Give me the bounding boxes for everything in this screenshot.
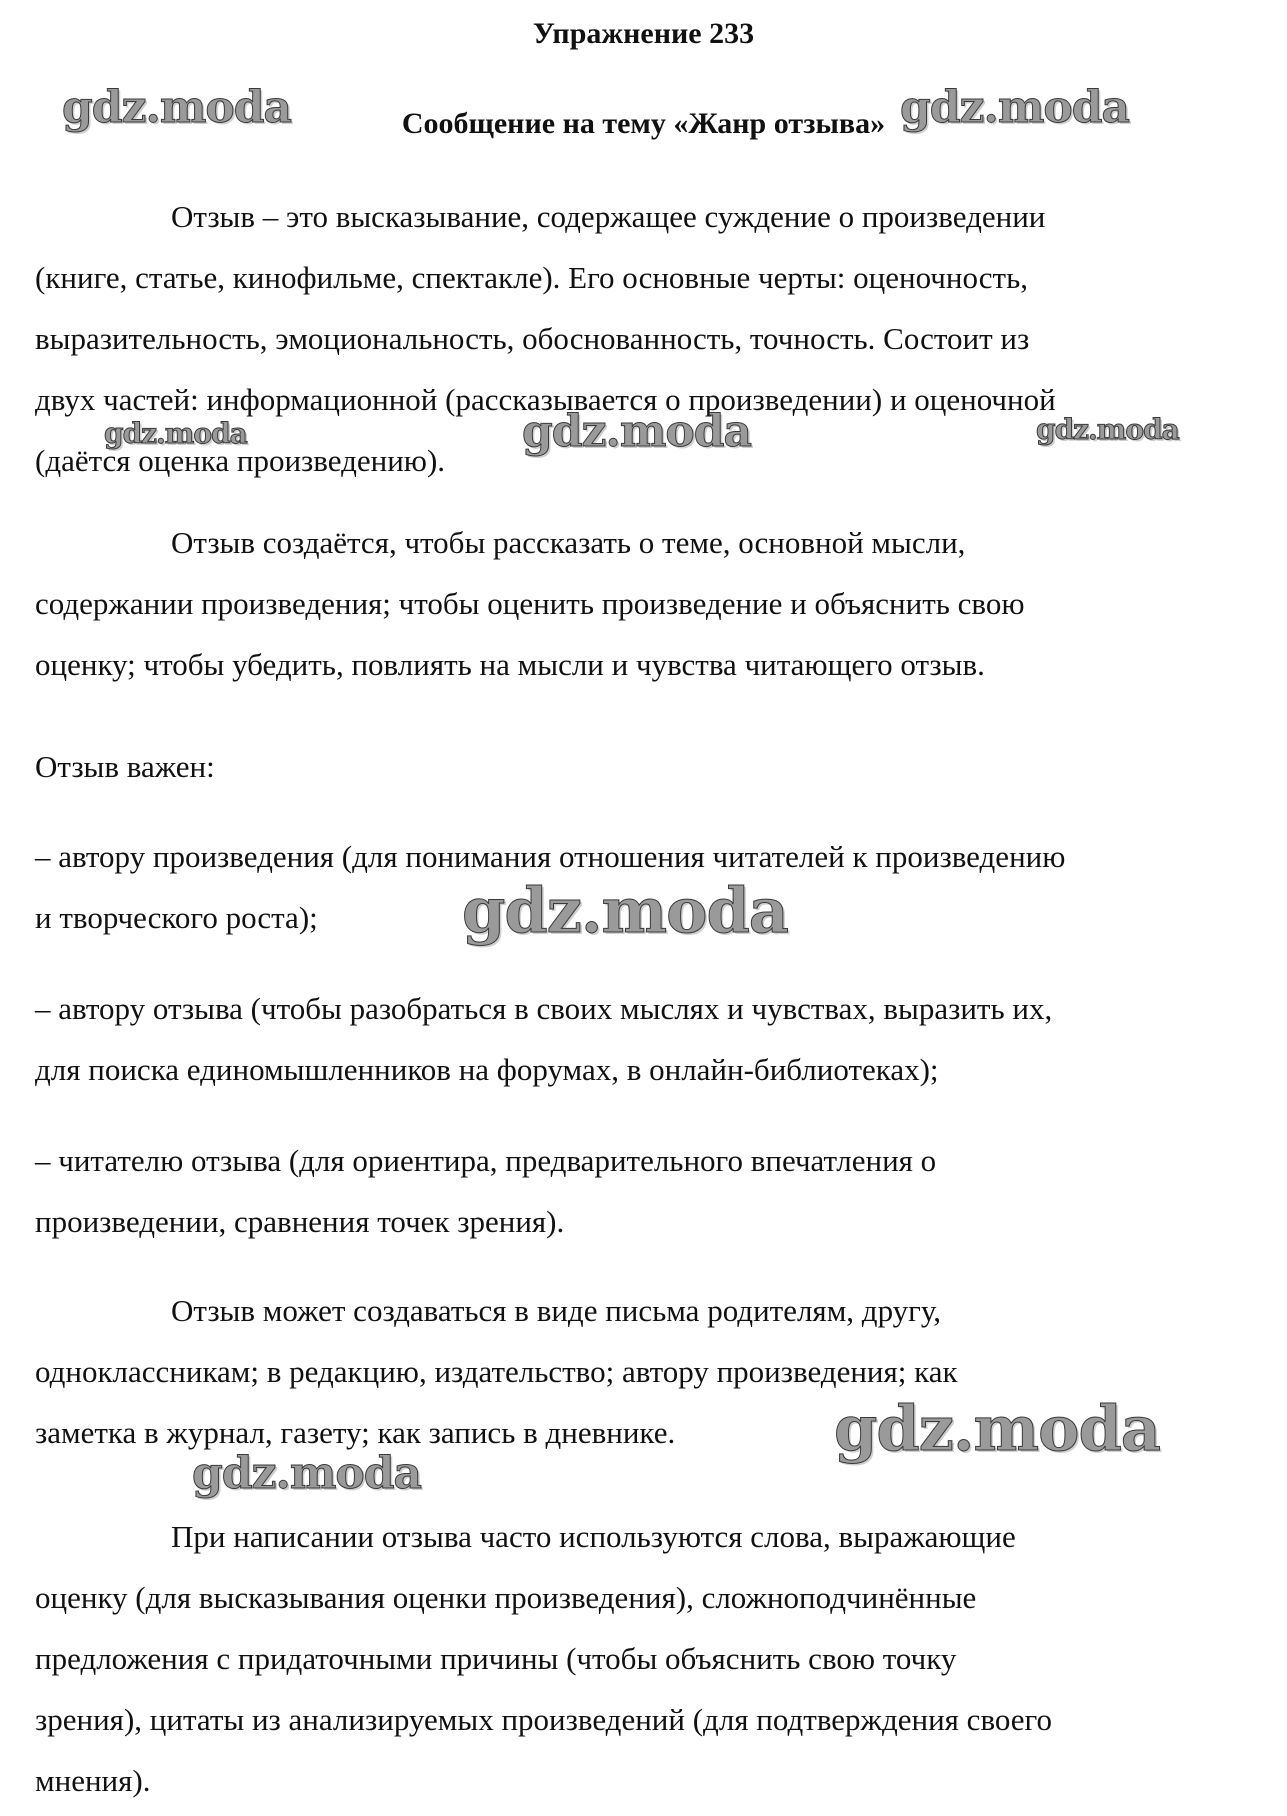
paragraph-line: для поиска единомышленников на форумах, в онлайн-библиотеках);	[35, 1052, 939, 1087]
paragraph-line: (даётся оценка произведению).	[35, 443, 446, 478]
topic-title: Сообщение на тему «Жанр отзыва»	[401, 107, 886, 140]
paragraph-line: произведении, сравнения точек зрения).	[35, 1204, 565, 1239]
watermark: gdz.moda	[1036, 413, 1179, 446]
paragraph-definition	[35, 186, 1250, 491]
paragraph-line: выразительность, эмоциональность, обоснованность, точность. Состоит из	[35, 321, 1030, 356]
watermark: gdz.moda	[462, 874, 788, 947]
list-item-reader	[35, 1130, 1250, 1252]
paragraph-line: (книге, статье, кинофильме, спектакле). Его основные черты: оценочность,	[35, 260, 1028, 295]
paragraph-line: При написании отзыва часто используются слова, выражающие	[171, 1519, 1016, 1554]
list-item-review-author	[35, 978, 1250, 1100]
paragraph-line: Отзыв создаётся, чтобы рассказать о теме, основной мысли,	[171, 525, 966, 560]
paragraph-line: и творческого роста);	[35, 900, 318, 935]
paragraph-line: предложения с придаточными причины (чтобы объяснить свою точку	[35, 1641, 957, 1676]
watermark: gdz.moda	[192, 1448, 422, 1499]
watermark: gdz.moda	[522, 406, 752, 457]
paragraph-line: одноклассникам; в редакцию, издательство; автору произведения; как	[35, 1354, 958, 1389]
paragraph-line: заметка в журнал, газету; как запись в дневнике.	[35, 1415, 676, 1450]
paragraph-line: Отзыв важен:	[35, 749, 215, 784]
watermark: gdz.moda	[834, 1392, 1160, 1465]
exercise-title: Упражнение 233	[532, 17, 755, 50]
paragraph-line: Отзыв – это высказывание, содержащее суждение о произведении	[171, 199, 1046, 234]
paragraph-line: Отзыв может создаваться в виде письма родителям, другу,	[171, 1293, 942, 1328]
paragraph-line: двух частей: информационной (рассказывается о произведении) и оценочной	[35, 382, 1056, 417]
paragraph-forms	[35, 1280, 1250, 1463]
paragraph-line: – автору отзыва (чтобы разобраться в своих мыслях и чувствах, выразить их,	[35, 991, 1053, 1026]
paragraph-line: оценку; чтобы убедить, повлиять на мысли и чувства читающего отзыв.	[35, 647, 985, 682]
paragraph-line: – автору произведения (для понимания отношения читателей к произведению	[35, 839, 1066, 874]
paragraph-line: зрения), цитаты из анализируемых произведений (для подтверждения своего	[35, 1702, 1052, 1737]
watermark: gdz.moda	[62, 82, 292, 133]
paragraph-line: мнения).	[35, 1763, 151, 1798]
paragraph-language	[35, 1506, 1250, 1811]
list-item-author	[35, 826, 1250, 948]
paragraph-importance-heading	[35, 736, 1250, 797]
watermark: gdz.moda	[900, 82, 1130, 133]
paragraph-line: содержании произведения; чтобы оценить произведение и объяснить свою	[35, 586, 1025, 621]
paragraph-line: оценку (для высказывания оценки произведения), сложноподчинённые	[35, 1580, 977, 1615]
paragraph-line: – читателю отзыва (для ориентира, предварительного впечатления о	[35, 1143, 937, 1178]
paragraph-purpose	[35, 512, 1250, 695]
watermark: gdz.moda	[104, 417, 247, 450]
